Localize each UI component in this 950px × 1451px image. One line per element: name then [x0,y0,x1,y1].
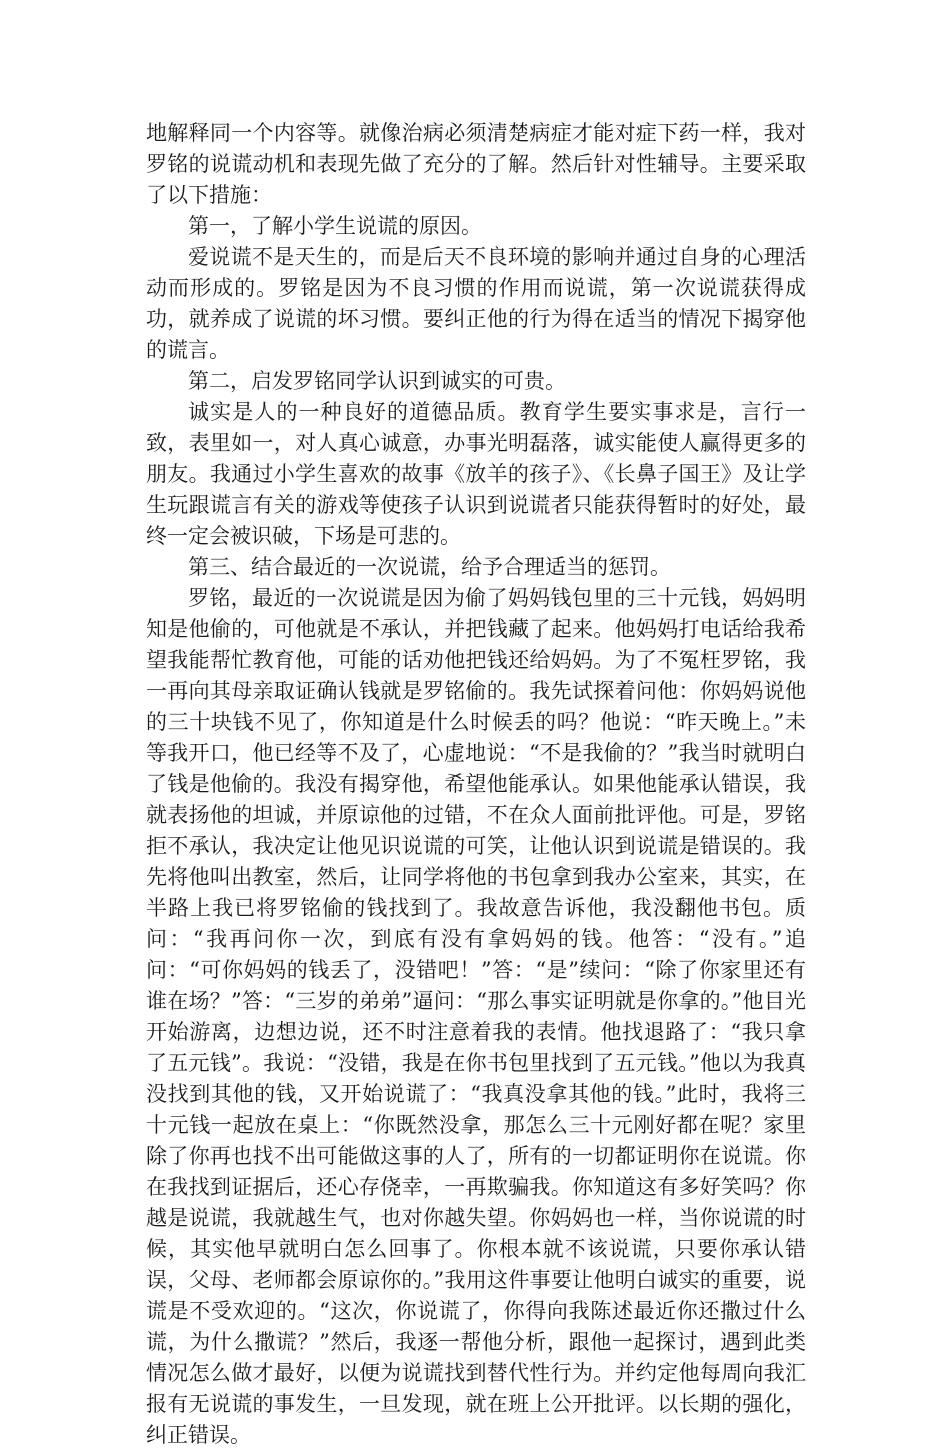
heading-measure-1: 第一，了解小学生说谎的原因。 [188,214,482,238]
paragraph-continuation: 地解释同一个内容等。就像治病必须清楚病症才能对症下药一样，我对罗铭的说谎动机和表现先做了充分的了解。然后针对性辅导。主要采取了以下措施： [146,121,806,207]
paragraph-measure-2: 诚实是人的一种良好的道德品质。教育学生要实事求是，言行一致，表里如一，对人真心诚意，办事光明磊落，诚实能使人赢得更多的朋友。我通过小学生喜欢的故事《放羊的孩子》、《长鼻子国王》及让学生玩跟谎言有关的游戏等使孩子认识到说谎者只能获得暂时的好处，最终一定会被识破，下场是可悲的。 [146,400,806,548]
heading-measure-3: 第三、结合最近的一次说谎，给予合理适当的惩罚。 [188,555,671,579]
paragraph-measure-1: 爱说谎不是天生的，而是后天不良环境的影响并通过自身的心理活动而形成的。罗铭是因为不良习惯的作用而说谎，第一次说谎获得成功，就养成了说谎的坏习惯。要纠正他的行为得在适当的情况下揭穿他的谎言。 [146,245,806,362]
heading-measure-2: 第二，启发罗铭同学认识到诚实的可贵。 [188,369,566,393]
document-body [146,118,806,1451]
paragraph-measure-3: 罗铭，最近的一次说谎是因为偷了妈妈钱包里的三十元钱，妈妈明知是他偷的，可他就是不承认，并把钱藏了起来。他妈妈打电话给我希望我能帮忙教育他，可能的话劝他把钱还给妈妈。为了不冤枉罗铭，我一再向其母亲取证确认钱就是罗铭偷的。我先试探着问他：你妈妈说他的三十块钱不见了，你知道是什么时候丢的吗？他说：“昨天晚上。”未等我开口，他已经等不及了，心虚地说：“不是我偷的？”我当时就明白了钱是他偷的。我没有揭穿他，希望他能承认。如果他能承认错误，我就表扬他的坦诚，并原谅他的过错，不在众人面前批评他。可是，罗铭拒不承认，我决定让他见识说谎的可笑，让他认识到说谎是错误的。我先将他叫出教室，然后，让同学将他的书包拿到我办公室来，其实，在半路上我已将罗铭偷的钱找到了。我故意告诉他，我没翻他书包。质问：“我再问你一次，到底有没有拿妈妈的钱。他答：“没有。”追问：“可你妈妈的钱丢了，没错吧！”答：“是”续问：“除了你家里还有谁在场？”答：“三岁的弟弟”逼问：“那么事实证明就是你拿的。”他目光开始游离，边想边说，还不时注意着我的表情。他找退路了：“我只拿了五元钱”。我说：“没错，我是在你书包里找到了五元钱。”他以为我真没找到其他的钱，又开始说谎了：“我真没拿其他的钱。”此时，我将三十元钱一起放在桌上：“你既然没拿，那怎么三十元刚好都在呢？家里除了你再也找不出可能做这事的人了，所有的一切都证明你在说谎。你在我找到证据后，还心存侥幸，一再欺骗我。你知道这有多好笑吗？你越是说谎，我就越生气，也对你越失望。你妈妈也一样，当你说谎的时候，其实他早就明白怎么回事了。你根本就不该说谎，只要你承认错误，父母、老师都会原谅你的。”我用这件事要让他明白诚实的重要，说谎是不受欢迎的。“这次，你说谎了，你得向我陈述最近你还撒过什么谎，为什么撒谎？”然后，我逐一帮他分析，跟他一起探讨，遇到此类情况怎么做才最好，以便为说谎找到替代性行为。并约定他每周向我汇报有无说谎的事发生，一旦发现，就在班上公开批评。以长期的强化，纠正错误。 [146,586,806,1447]
